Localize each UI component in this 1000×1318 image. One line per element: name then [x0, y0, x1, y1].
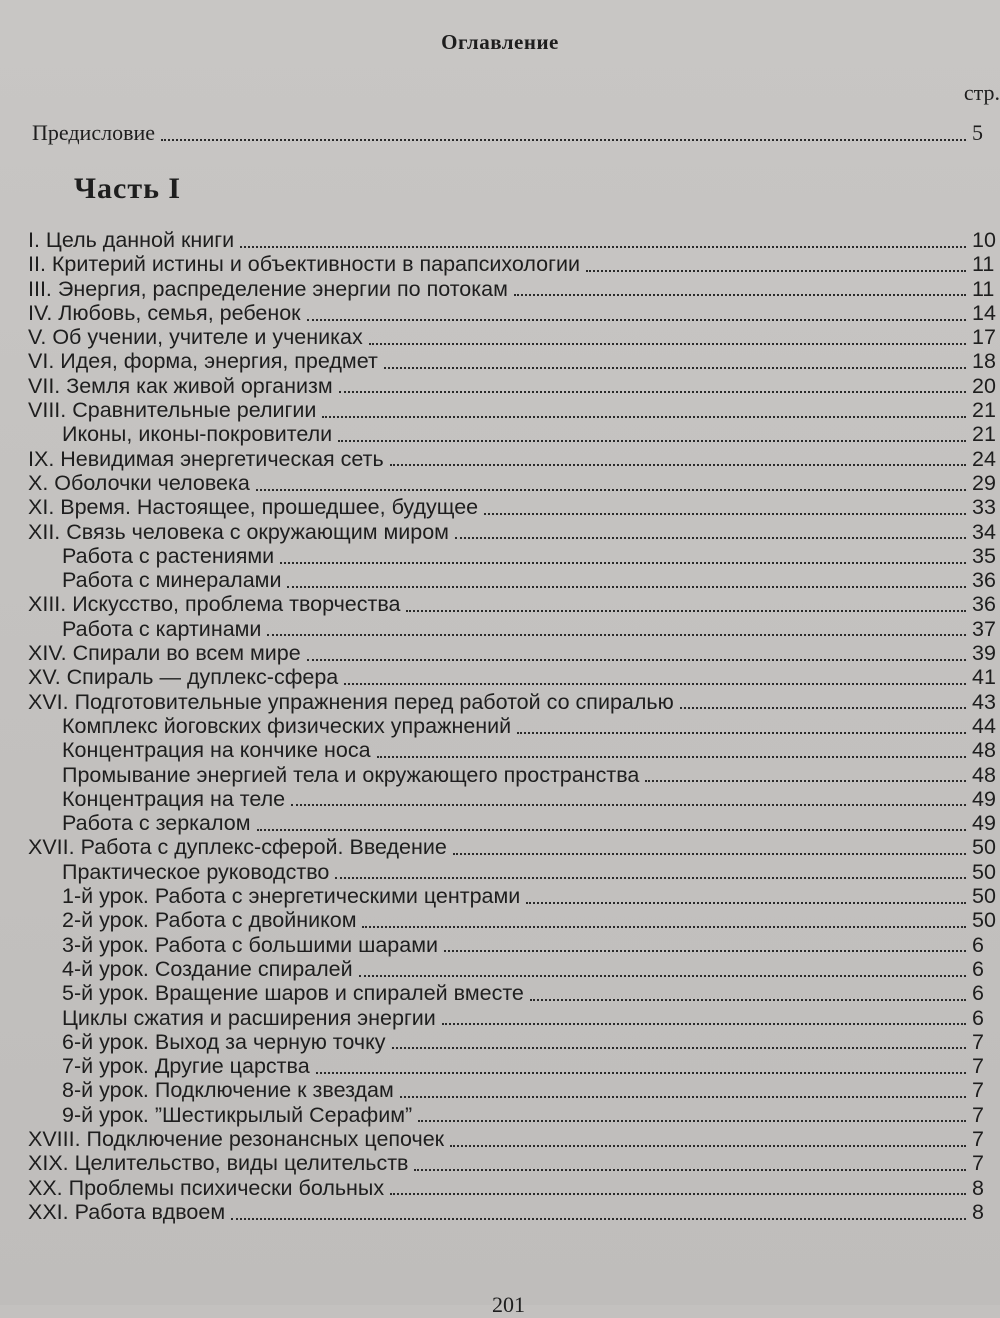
- toc-entry-title: XVIII. Подключение резонансных цепочек: [28, 1126, 445, 1151]
- toc-entry: [0, 884, 1000, 908]
- leader-dots: [400, 1095, 966, 1098]
- toc-entry-page: 50: [972, 835, 996, 860]
- leader-dots: [240, 245, 966, 248]
- toc-entry-title: 7-й урок. Другие царства: [62, 1054, 310, 1079]
- toc-entry-title: Работа с картинами: [62, 616, 262, 641]
- toc-entry-page: 44: [972, 713, 996, 738]
- leader-dots: [384, 366, 966, 369]
- leader-dots: [455, 536, 966, 539]
- leader-dots: [484, 512, 966, 515]
- toc-entry-title: Концентрация на кончике носа: [62, 738, 371, 763]
- toc-entry-page: 21: [972, 398, 996, 423]
- toc-entry-page: 50: [972, 908, 996, 933]
- toc-entry: [0, 1103, 1000, 1127]
- toc-entry-page: 24: [972, 446, 996, 471]
- toc-entry-page: 33: [972, 495, 996, 520]
- toc-entry-page: 36: [972, 568, 996, 593]
- toc-entry: [0, 520, 1000, 544]
- toc-entry-page: 7: [972, 1151, 984, 1176]
- leader-dots: [256, 488, 966, 491]
- toc-entry-title: Практическое руководство: [62, 859, 330, 884]
- toc-entry-page: 7: [972, 1126, 984, 1151]
- leader-dots: [377, 755, 966, 758]
- toc-entry: [0, 1054, 1000, 1078]
- toc-entry-title: Работа с зеркалом: [62, 811, 251, 836]
- toc-entry-page: 21: [972, 422, 996, 447]
- toc-entry-title: VIII. Сравнительные религии: [28, 398, 317, 423]
- toc-entry-page: 11: [972, 276, 995, 301]
- toc-heading: Оглавление: [441, 30, 559, 54]
- leader-dots: [344, 682, 966, 685]
- leader-dots: [680, 706, 966, 709]
- toc-entry: [0, 738, 1000, 762]
- toc-entry-title: IX. Невидимая энергетическая сеть: [28, 446, 384, 471]
- leader-dots: [530, 998, 966, 1001]
- toc-entry-title: III. Энергия, распределение энергии по потокам: [28, 276, 508, 301]
- toc-entry-title: Комплекс йоговских физических упражнений: [62, 713, 512, 738]
- toc-entry-page: 7: [972, 1078, 984, 1103]
- leader-dots: [335, 876, 966, 879]
- toc-entry: [0, 325, 1000, 349]
- leader-dots: [267, 633, 966, 636]
- toc-entry: [0, 763, 1000, 787]
- toc-entry-title: V. Об учении, учителе и учениках: [28, 325, 363, 350]
- footer-page-number: 201: [492, 1292, 525, 1317]
- toc-entry-page: 41: [972, 665, 996, 690]
- toc-entry-page: 49: [972, 786, 996, 811]
- leader-dots: [362, 925, 966, 928]
- toc-entry: [0, 787, 1000, 811]
- toc-entry: [0, 374, 1000, 398]
- toc-entry-title: 1-й урок. Работа с энергетическими центрами: [62, 884, 521, 909]
- toc-entry: [0, 1078, 1000, 1102]
- part-heading: Часть I: [74, 172, 182, 205]
- toc-entry-title: XIII. Искусство, проблема творчества: [28, 592, 401, 617]
- leader-dots: [231, 1217, 966, 1220]
- toc-entry: [0, 349, 1000, 373]
- toc-entry-page: 6: [972, 956, 984, 981]
- preface-page: 5: [972, 120, 983, 145]
- toc-entry-title: XVI. Подготовительные упражнения перед работой со спиралью: [28, 689, 674, 714]
- toc-entry-page: 7: [972, 1102, 984, 1127]
- leader-dots: [526, 901, 966, 904]
- toc-entry: [0, 690, 1000, 714]
- leader-dots: [369, 342, 966, 345]
- preface-entry: [32, 120, 1000, 146]
- toc-entry: [0, 860, 1000, 884]
- toc-entry-page: 39: [972, 641, 996, 666]
- toc-entry-page: 34: [972, 519, 996, 544]
- toc-entry-page: 6: [972, 1005, 984, 1030]
- toc-entry: [0, 1006, 1000, 1030]
- toc-entry-title: XIV. Спирали во всем мире: [28, 641, 301, 666]
- toc-entries: [0, 228, 1000, 1224]
- leader-dots: [291, 803, 966, 806]
- leader-dots: [161, 138, 966, 141]
- leader-dots: [338, 439, 966, 442]
- toc-entry-title: 5-й урок. Вращение шаров и спиралей вместе: [62, 981, 524, 1006]
- toc-entry-page: 50: [972, 884, 996, 909]
- toc-entry-page: 49: [972, 811, 996, 836]
- toc-entry-title: XXI. Работа вдвоем: [28, 1199, 226, 1224]
- leader-dots: [450, 1144, 966, 1147]
- toc-entry-page: 8: [972, 1175, 984, 1200]
- leader-dots: [257, 828, 966, 831]
- leader-dots: [414, 1168, 966, 1171]
- toc-entry: [0, 933, 1000, 957]
- toc-entry-page: 17: [972, 325, 996, 350]
- toc-entry-title: 6-й урок. Выход за черную точку: [62, 1029, 386, 1054]
- toc-entry: [0, 1151, 1000, 1175]
- leader-dots: [322, 415, 966, 418]
- leader-dots: [280, 561, 966, 564]
- toc-entry-page: 7: [972, 1054, 984, 1079]
- toc-entry: [0, 568, 1000, 592]
- toc-entry-page: 20: [972, 373, 996, 398]
- leader-dots: [392, 1046, 967, 1049]
- toc-entry: [0, 447, 1000, 471]
- leader-dots: [307, 318, 966, 321]
- page-column-label: стр.: [963, 80, 1000, 105]
- preface-title: Предисловие: [32, 120, 155, 145]
- toc-entry-page: 48: [972, 762, 996, 787]
- leader-dots: [359, 974, 966, 977]
- toc-entry-title: Промывание энергией тела и окружающего пространства: [62, 762, 640, 787]
- toc-entry: [0, 1030, 1000, 1054]
- leader-dots: [453, 852, 966, 855]
- toc-entry-page: 8: [972, 1199, 984, 1224]
- toc-entry-page: 14: [972, 300, 996, 325]
- toc-entry-page: 6: [972, 932, 984, 957]
- toc-entry: [0, 714, 1000, 738]
- toc-entry: [0, 908, 1000, 932]
- toc-entry: [0, 277, 1000, 301]
- leader-dots: [406, 609, 966, 612]
- leader-dots: [514, 293, 966, 296]
- toc-entry-title: Концентрация на теле: [62, 786, 286, 811]
- toc-entry: [0, 471, 1000, 495]
- toc-entry: [0, 228, 1000, 252]
- toc-entry: [0, 617, 1000, 641]
- toc-entry-title: 8-й урок. Подключение к звездам: [62, 1078, 394, 1103]
- toc-entry-title: VI. Идея, форма, энергия, предмет: [28, 349, 378, 374]
- toc-entry-title: Работа с минералами: [62, 568, 282, 593]
- toc-entry-title: Работа с растениями: [62, 543, 275, 568]
- toc-entry-title: II. Критерий истины и объективности в парапсихологии: [28, 252, 580, 277]
- toc-entry: [0, 592, 1000, 616]
- toc-entry-page: 43: [972, 689, 996, 714]
- leader-dots: [339, 390, 966, 393]
- leader-dots: [444, 949, 966, 952]
- toc-entry-title: 2-й урок. Работа с двойником: [62, 908, 357, 933]
- leader-dots: [517, 731, 966, 734]
- toc-entry-page: 29: [972, 470, 996, 495]
- toc-entry: [0, 665, 1000, 689]
- leader-dots: [645, 779, 966, 782]
- toc-entry: [0, 1200, 1000, 1224]
- toc-entry: [0, 1176, 1000, 1200]
- toc-entry-page: 18: [972, 349, 996, 374]
- toc-entry-page: 48: [972, 738, 996, 763]
- toc-entry-title: Иконы, иконы-покровители: [62, 422, 333, 447]
- toc-entry-title: VII. Земля как живой организм: [28, 373, 333, 398]
- toc-entry-title: 3-й урок. Работа с большими шарами: [62, 932, 438, 957]
- toc-entry-page: 35: [972, 543, 996, 568]
- toc-entry: [0, 398, 1000, 422]
- toc-entry: [0, 301, 1000, 325]
- toc-entry: [0, 981, 1000, 1005]
- toc-entry-title: XIX. Целительство, виды целительств: [28, 1151, 409, 1176]
- toc-entry-page: 11: [972, 252, 995, 277]
- toc-entry: [0, 811, 1000, 835]
- toc-entry-page: 50: [972, 859, 996, 884]
- leader-dots: [586, 269, 966, 272]
- leader-dots: [390, 463, 966, 466]
- toc-entry: [0, 422, 1000, 446]
- toc-entry-title: IV. Любовь, семья, ребенок: [28, 300, 301, 325]
- toc-entry-page: 6: [972, 981, 984, 1006]
- toc-entry: [0, 252, 1000, 276]
- leader-dots: [418, 1119, 966, 1122]
- toc-entry-title: X. Оболочки человека: [28, 470, 250, 495]
- toc-entry: [0, 957, 1000, 981]
- leader-dots: [316, 1071, 966, 1074]
- toc-entry-title: 4-й урок. Создание спиралей: [62, 956, 353, 981]
- toc-entry-title: XVII. Работа с дуплекс-сферой. Введение: [28, 835, 447, 860]
- leader-dots: [307, 658, 966, 661]
- toc-entry: [0, 1127, 1000, 1151]
- toc-entry-title: XII. Связь человека с окружающим миром: [28, 519, 449, 544]
- toc-entry-page: 36: [972, 592, 996, 617]
- leader-dots: [287, 585, 966, 588]
- toc-entry-title: Циклы сжатия и расширения энергии: [62, 1005, 436, 1030]
- toc-entry-title: XI. Время. Настоящее, прошедшее, будущее: [28, 495, 479, 520]
- toc-entry: [0, 835, 1000, 859]
- toc-entry-title: I. Цель данной книги: [28, 228, 235, 252]
- toc-entry-title: XX. Проблемы психически больных: [28, 1175, 385, 1200]
- leader-dots: [390, 1192, 966, 1195]
- toc-entry-page: 7: [972, 1029, 984, 1054]
- toc-entry-page: 37: [972, 616, 996, 641]
- toc-entry-page: 10: [972, 228, 996, 252]
- toc-entry: [0, 641, 1000, 665]
- toc-entry: [0, 544, 1000, 568]
- toc-entry-title: XV. Спираль — дуплекс-сфера: [28, 665, 339, 690]
- leader-dots: [442, 1022, 966, 1025]
- toc-entry-title: 9-й урок. ”Шестикрылый Серафим”: [62, 1102, 413, 1127]
- toc-entry: [0, 495, 1000, 519]
